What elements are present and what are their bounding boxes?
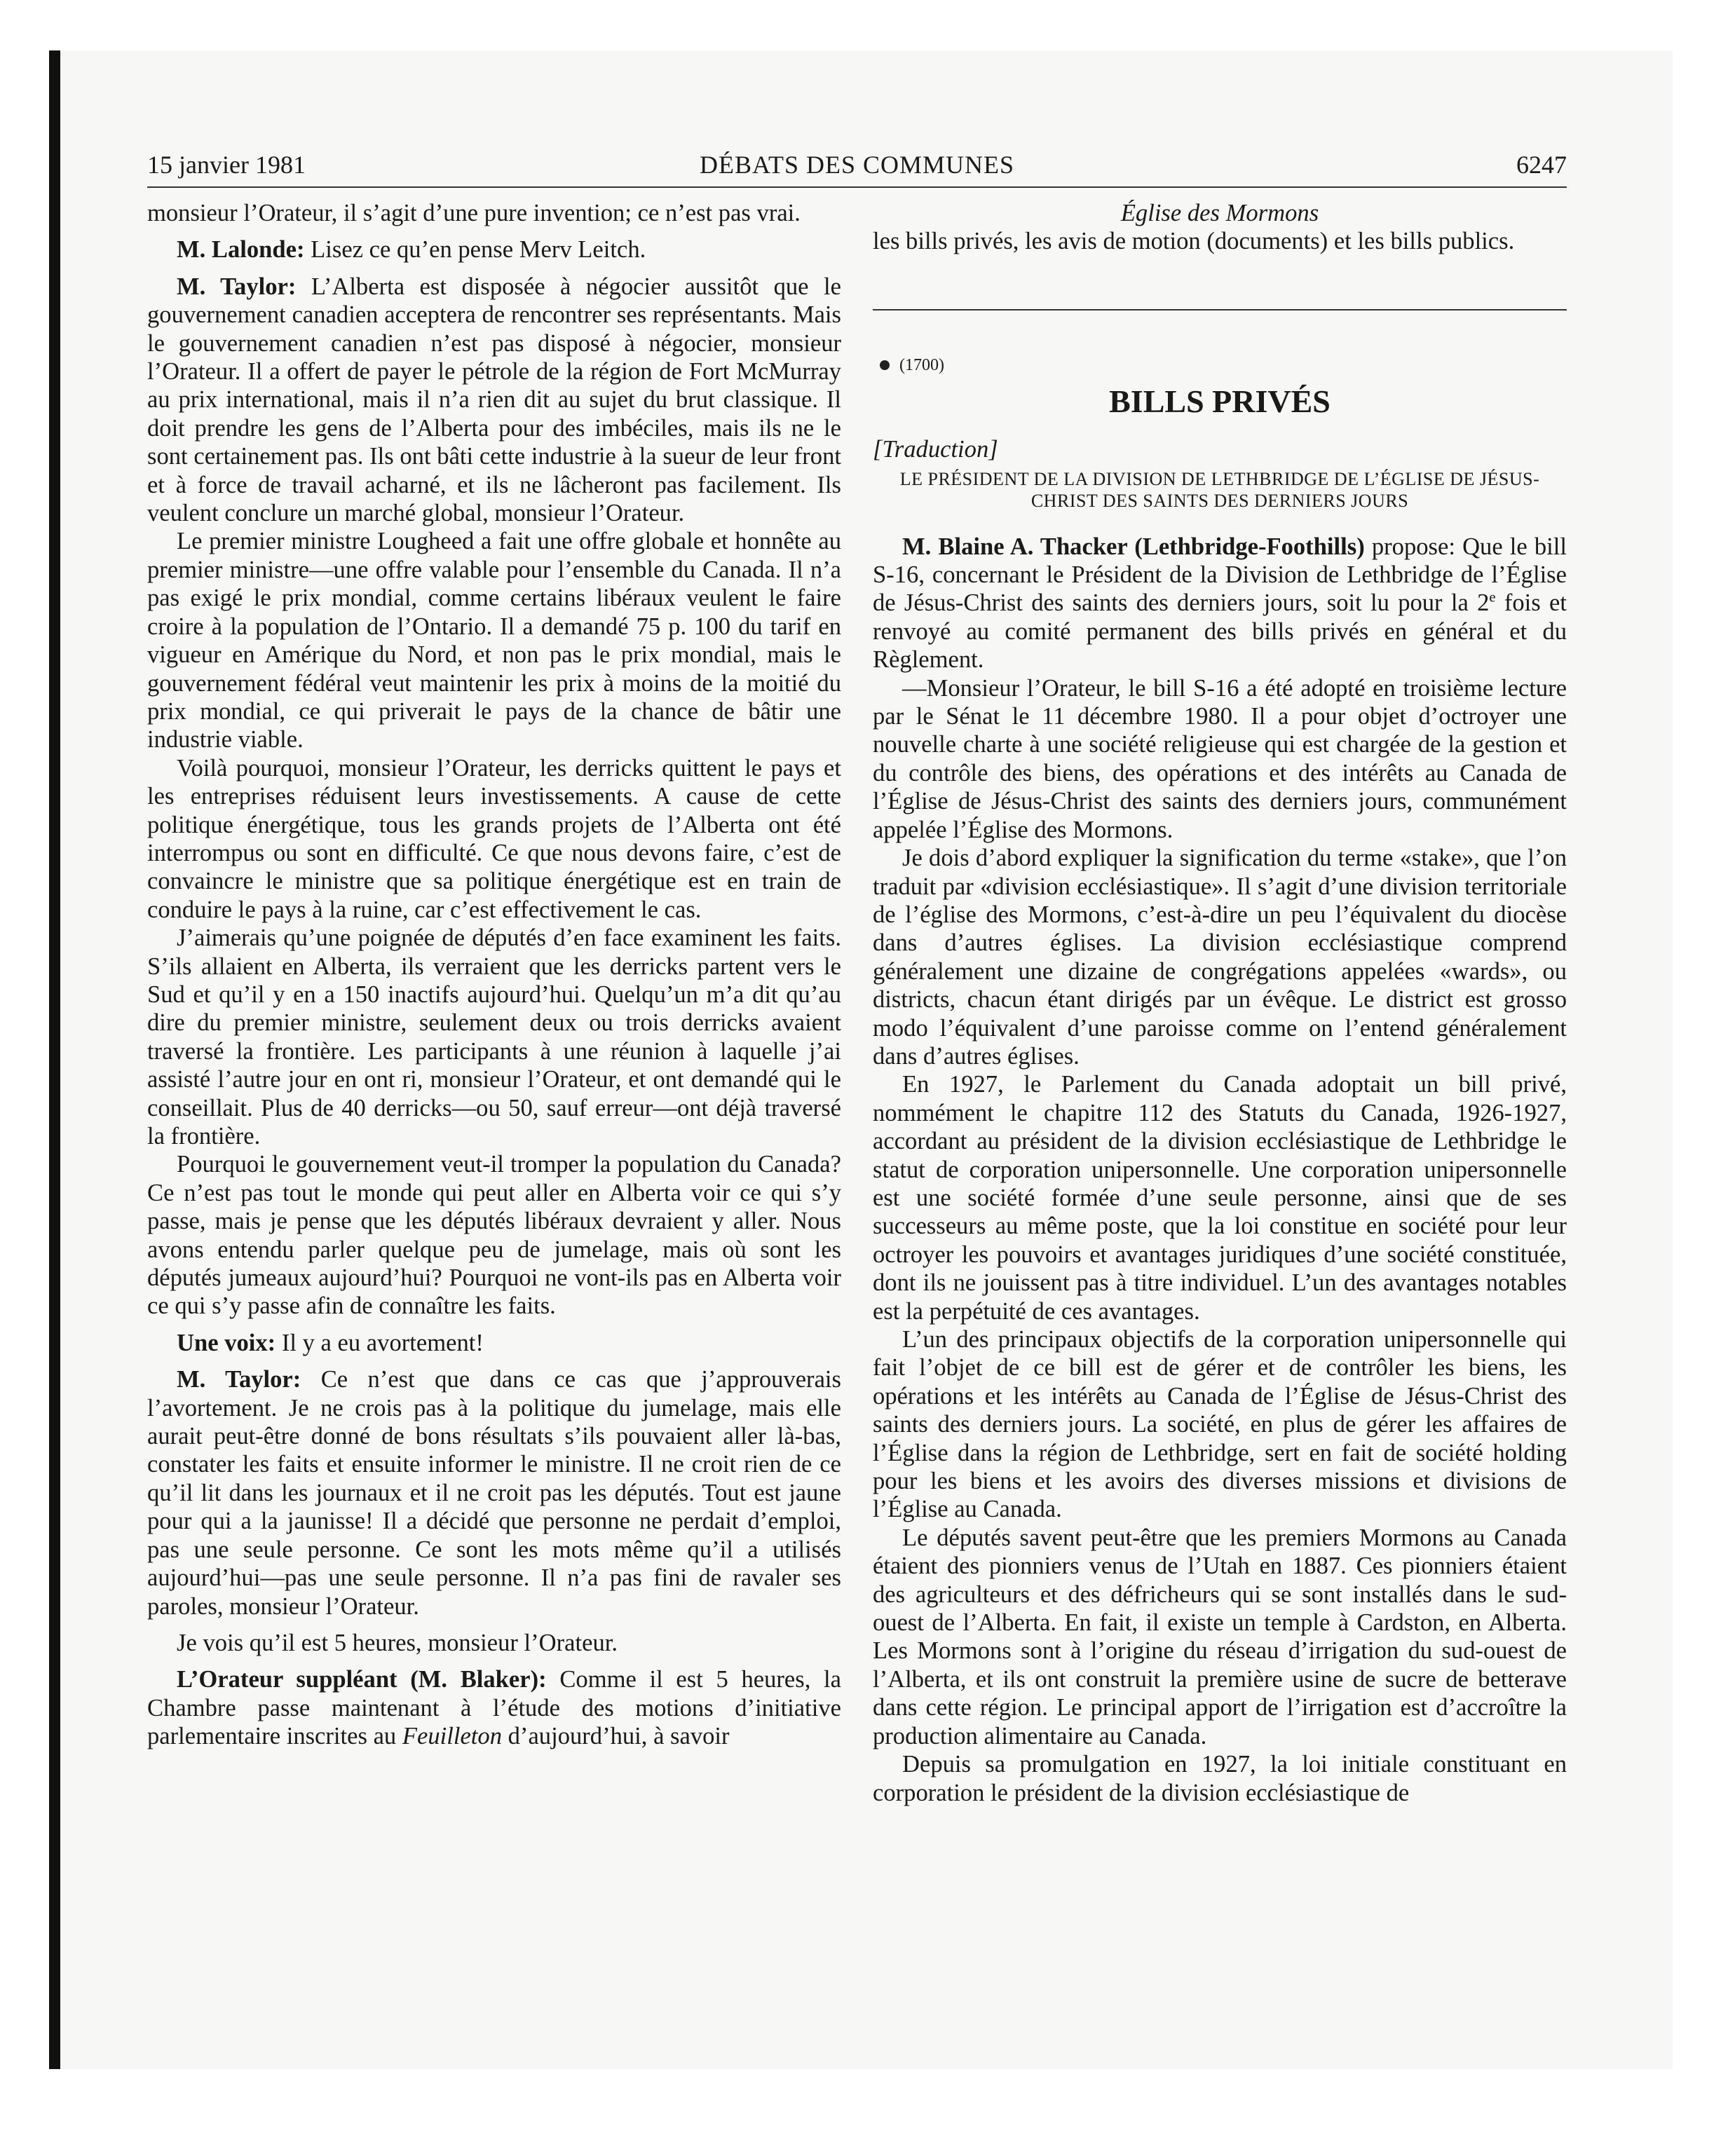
speech-text: Ce n’est que dans ce cas que j’approuverais l’avortement. Je ne crois pas à la politique du jumelage, mais elle aurait peut-être donné de bons résultats s’ils pouvaient aller là-bas, constater les faits et ensuite informer le ministre. Il ne croit rien de ce qu’il lit dans les journaux et il ne croit pas les députés. Tout est jaune pour qui a la jaunisse! Il a décidé que personne ne perdait d’emploi, pas une seule personne. Ce sont les mots même qu’il a utilisés aujourd’hui—pas une seule personne. Il n’a pas fini de ravaler ses paroles, monsieur l’Orateur. [147,1366,841,1620]
speaker-name: M. Taylor: [177,1366,301,1393]
translation-note: [Traduction] [873,436,998,463]
paragraph: —Monsieur l’Orateur, le bill S-16 a été adopté en troisième lecture par le Sénat le 11 décembre 1980. Il a pour objet d’octroyer une nouvelle charte à une société religieuse qui est chargée de la gestion et du contrôle des biens, des opérations et des intérêts au Canada de l’Église de Jésus-Christ des saints des derniers jours, communément appelée l’Église des Mormons. [873,674,1567,843]
scan-border [49,50,60,2069]
speech-paragraph [873,533,1567,674]
speech-text: Il y a eu avortement! [275,1329,484,1356]
left-column [147,199,841,1751]
speech-text: Comme il est 5 heures, la Chambre passe maintenant à l’étude des motions d’initiative parlementaire inscrites au [147,1666,841,1750]
speaker-name: M. Blaine A. Thacker (Lethbridge-Foothills) [902,533,1365,560]
speech-paragraph [147,273,841,528]
speaker-name: Une voix: [177,1329,276,1356]
paragraph: monsieur l’Orateur, il s’agit d’une pure invention; ce n’est pas vrai. [147,200,801,226]
paragraph: les bills privés, les avis de motion (documents) et les bills publics. [873,228,1515,255]
paragraph: Depuis sa promulgation en 1927, la loi initiale constituant en corporation le président de la division ecclésiastique de [873,1751,1567,1806]
paragraph: Le députés savent peut-être que les premiers Mormons au Canada étaient des pionniers venus de l’Utah en 1887. Ces pionniers étaient des agriculteurs et des défricheurs qui se sont installés dans le sud-ouest de l’Alberta. En fait, il existe un temple à Cardston, en Alberta. Les Mormons sont à l’origine du réseau d’irrigation du sud-ouest de l’Alberta, et ils ont construit la première usine de sucre de betterave dans cette région. Le principal apport de l’irrigation est d’accroître la production alimentaire au Canada. [873,1524,1567,1749]
speaker-name: M. Taylor: [177,273,297,300]
speech-text: d’aujourd’hui, à savoir [502,1723,730,1750]
speech-paragraph [147,236,841,264]
header-page-number: 6247 [1516,151,1567,179]
paragraph: En 1927, le Parlement du Canada adoptait un bill privé, nommément le chapitre 112 des Statuts du Canada, 1926-1927, accordant au président de la division ecclésiastique de Lethbridge le statut de corporation unipersonnelle. Une corporation unipersonnelle est une société formée d’une seule personne, ainsi que de ses successeurs au même poste, que la loi constitue en société pour leur octroyer les pouvoirs et avantages juridiques d’une société constituée, dont ils ne jouissent pas à titre individuel. L’un des avantages notables est la perpétuité de ces avantages. [873,1071,1567,1325]
header-date: 15 janvier 1981 [147,151,306,179]
speech-text: fois et renvoyé au comité permanent des bills privés en général et du Règlement. [873,589,1567,674]
bullet-icon [880,360,890,370]
speaker-name: L’Orateur suppléant (M. Blaker): [177,1666,547,1693]
speech-text: Lisez ce qu’en pense Merv Leitch. [304,236,646,264]
speech-text: L’Alberta est disposée à négocier aussitôt que le gouvernement canadien acceptera de rencontrer ses représentants. Mais le gouvernement canadien n’est pas disposé à négocier, monsieur l’Orateur. Il a offert de payer le pétrole de la région de Fort McMurray au prix international, mais il n’a rien dit au sujet du brut classique. Il doit prendre les gens de l’Alberta pour des imbéciles, mais ils ne le sont certainement pas. Ils ont bâti cette industrie à la sueur de leur front et à force de travail acharné, et ils ne lâcheront pas facilement. Ils veulent conclure un marché global, monsieur l’Orateur. [147,273,841,527]
time-marker-label: (1700) [899,355,944,374]
page-header [147,147,1567,188]
speech-paragraph [147,1329,841,1357]
section-title: BILLS PRIVÉS [1109,383,1331,420]
right-column [873,199,1567,1807]
speech-paragraph [147,1665,841,1750]
time-marker [880,351,1567,379]
bill-title: LE PRÉSIDENT DE LA DIVISION DE LETHBRIDGE DE L’ÉGLISE DE JÉSUS-CHRIST DES SAINTS DES DERNIERS JOURS [899,468,1540,511]
running-head: Église des Mormons [1120,200,1319,226]
paragraph: Je dois d’abord expliquer la signification du terme «stake», que l’on traduit par «division ecclésiastique». Il s’agit d’une division territoriale de l’église des Mormons, c’est-à-dire un peu l’équivalent du diocèse dans d’autres églises. La division ecclésiastique comprend généralement une dizaine de congrégations appelées «wards», ou districts, chacun étant dirigés par un évêque. Le district est grosso modo l’équivalent d’une paroisse comme on l’entend généralement dans d’autres églises. [873,845,1567,1070]
speech-paragraph [147,1365,841,1621]
superscript: e [1489,589,1496,606]
paragraph: L’un des principaux objectifs de la corporation unipersonnelle qui fait l’objet de ce bill est de gérer et de contrôler les biens, les opérations et les intérêts au Canada de l’Église de Jésus-Christ des saints des derniers jours. La société, en plus de gérer les affaires de l’Église dans la région de Lethbridge, sert en fait de société holding pour les biens et les avoirs des diverses missions et divisions de l’Église au Canada. [873,1326,1567,1523]
section-divider [873,309,1567,311]
speaker-name: M. Lalonde: [177,236,305,264]
paragraph: Pourquoi le gouvernement veut-il tromper la population du Canada? Ce n’est pas tout le monde qui peut aller en Alberta voir ce qui s’y passe, mais je pense que les députés libéraux devraient y aller. Nous avons entendu parler quelque peu de jumelage, mais où sont les députés jumeaux aujourd’hui? Pourquoi ne vont-ils pas en Alberta voir ce qui s’y passe afin de connaître les faits. [147,1151,841,1320]
italic-title: Feuilleton [402,1723,502,1750]
paragraph: J’aimerais qu’une poignée de députés d’en face examinent les faits. S’ils allaient en Alberta, ils verraient que les derricks partent vers le Sud et qu’il y en a 150 inactifs aujourd’hui. Quelqu’un m’a dit qu’au dire du premier ministre, seulement deux ou trois derricks avaient traversé la frontière. Les participants à une réunion à laquelle j’ai assisté l’autre jour en ont ri, monsieur l’Orateur, et ont demandé qui le conseillait. Plus de 40 derricks—ou 50, sauf erreur—ont déjà traversé la frontière. [147,925,841,1149]
speech-text: propose: Que le bill S-16, concernant le Président de la Division de Lethbridge de l’Église de Jésus-Christ des saints des derniers jours, soit lu pour la 2 [873,533,1567,617]
paragraph: Voilà pourquoi, monsieur l’Orateur, les derricks quittent le pays et les entreprises réduisent leurs investissements. A cause de cette politique énergétique, tous les grands projets de l’Alberta ont été interrompus ou sont en difficulté. Ce que nous devons faire, c’est de convaincre le ministre que sa politique énergétique est en train de conduire le pays à la ruine, car c’est effectivement le cas. [147,754,841,923]
paragraph: Je vois qu’il est 5 heures, monsieur l’Orateur. [177,1629,618,1656]
header-title: DÉBATS DES COMMUNES [699,151,1015,179]
paragraph: Le premier ministre Lougheed a fait une offre globale et honnête au premier ministre—une offre valable pour l’ensemble du Canada. Il n’a pas exigé le prix mondial, comme certains libéraux veulent le faire croire à la population de l’Ontario. Il a demandé 75 p. 100 du tarif en vigueur en Amérique du Nord, et non pas le prix mondial, mais le gouvernement fédéral veut maintenir les prix à moins de la moitié du prix mondial, ce qui priverait le pays de la chance de bâtir une industrie viable. [147,528,841,753]
